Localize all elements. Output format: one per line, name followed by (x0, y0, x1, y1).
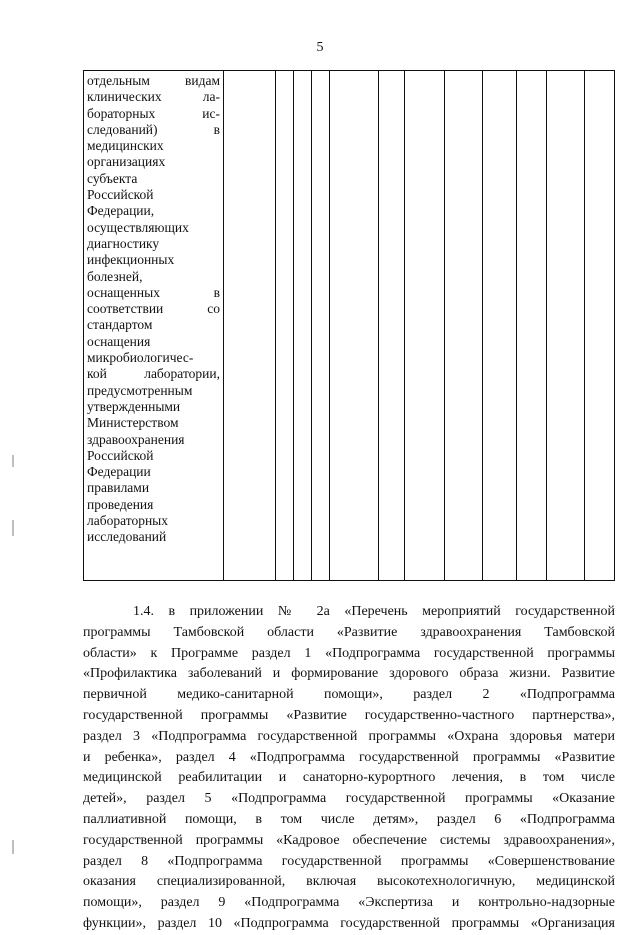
cell-text-line: предусмотренным (87, 382, 193, 398)
scan-margin-mark (12, 520, 14, 536)
paragraph-line: программы Тамбовской области «Развитие здравоохранения Тамбовской (83, 624, 615, 640)
table-cell-empty (445, 71, 483, 581)
cell-text-line: субъекта (87, 170, 138, 186)
scan-margin-mark (12, 840, 14, 854)
cell-text-line: отдельным видам (87, 73, 220, 88)
paragraph-line: помощи», раздел 9 «Подпрограмма «Экспертиза и контрольно-надзорные (83, 895, 615, 911)
cell-text-line: инфекционных (87, 252, 175, 268)
table-cell-empty (405, 71, 445, 581)
table-cell-description (84, 71, 224, 581)
paragraph-line: паллиативной помощи, в том числе детям», раздел 6 «Подпрограмма (83, 811, 615, 827)
cell-text-line: диагностику (87, 235, 160, 251)
cell-text-line: кой лаборатории, (87, 366, 220, 382)
cell-text-line: лабораторных (87, 513, 169, 529)
cell-text-line: правилами (87, 480, 150, 496)
cell-text-line: бораторных ис- (87, 105, 220, 121)
cell-text-line: микробиологичес- (87, 350, 194, 366)
paragraph-line: медицинской реабилитации и санаторно-курортного лечения, в том числе (83, 770, 615, 786)
paragraph-line: государственной программы «Кадровое обеспечение системы здравоохранения», (83, 832, 615, 848)
cell-text-line: проведения (87, 496, 154, 512)
paragraph-line: области» к Программе раздел 1 «Подпрограмма государственной программы (83, 645, 615, 661)
data-table (83, 70, 615, 581)
cell-text-line: следований) в (87, 121, 220, 137)
table-cell-empty (585, 71, 615, 581)
table-cell-empty (294, 71, 312, 581)
table-row (84, 71, 615, 581)
cell-text-line: Федерации, (87, 203, 155, 219)
cell-text-line: организациях (87, 154, 166, 170)
cell-text-line: клинических ла- (87, 89, 220, 105)
cell-text-line: Российской (87, 447, 154, 463)
paragraph-line: функции», раздел 10 «Подпрограмма государственной программы «Организация (83, 915, 615, 931)
cell-text-line: стандартом (87, 317, 153, 333)
cell-text-line: Федерации (87, 464, 151, 480)
paragraph-line: детей», раздел 5 «Подпрограмма государственной программы «Оказание (83, 791, 615, 807)
cell-text-line: здравоохранения (87, 431, 185, 447)
paragraph-line: оказания специализированной, включая высокотехнологичную, медицинской (83, 874, 615, 890)
paragraph-line: раздел 3 «Подпрограмма государственной программы «Охрана здоровья матери (83, 728, 615, 744)
cell-text-line: оснащенных в (87, 284, 220, 300)
cell-text-line: медицинских (87, 138, 164, 154)
scan-margin-mark (12, 455, 14, 467)
table-cell-empty (517, 71, 547, 581)
paragraph-line: и ребенка», раздел 4 «Подпрограмма государственной программы «Развитие (83, 749, 615, 765)
body-paragraph (83, 602, 615, 935)
cell-text-line: исследований (87, 529, 167, 545)
paragraph-line: раздел 8 «Подпрограмма государственной программы «Совершенствование (83, 853, 615, 869)
cell-text-line: соответствии со (87, 301, 220, 317)
cell-text-line: оснащения (87, 333, 151, 349)
cell-text-line: утвержденными (87, 398, 181, 414)
paragraph-line: первичной медико-санитарной помощи», раздел 2 «Подпрограмма (83, 687, 615, 703)
paragraph-line: «Профилактика заболеваний и формирование здорового образа жизни. Развитие (83, 666, 615, 682)
table-cell-empty (379, 71, 405, 581)
cell-text-line: болезней, (87, 268, 143, 284)
table-cell-empty (224, 71, 276, 581)
table-cell-empty (276, 71, 294, 581)
paragraph-line: 1.4. в приложении № 2а «Перечень мероприятий государственной (133, 604, 615, 619)
cell-text-line: осуществляющих (87, 219, 189, 235)
table-cell-empty (483, 71, 517, 581)
cell-text-line: Российской (87, 187, 154, 203)
table-cell-empty (330, 71, 379, 581)
paragraph-line: государственной программы «Развитие государственно-частного партнерства», (83, 707, 615, 723)
table-cell-empty (547, 71, 585, 581)
cell-text (84, 71, 223, 546)
page-number: 5 (316, 40, 324, 55)
table-cell-empty (312, 71, 330, 581)
cell-text-line: Министерством (87, 415, 179, 431)
